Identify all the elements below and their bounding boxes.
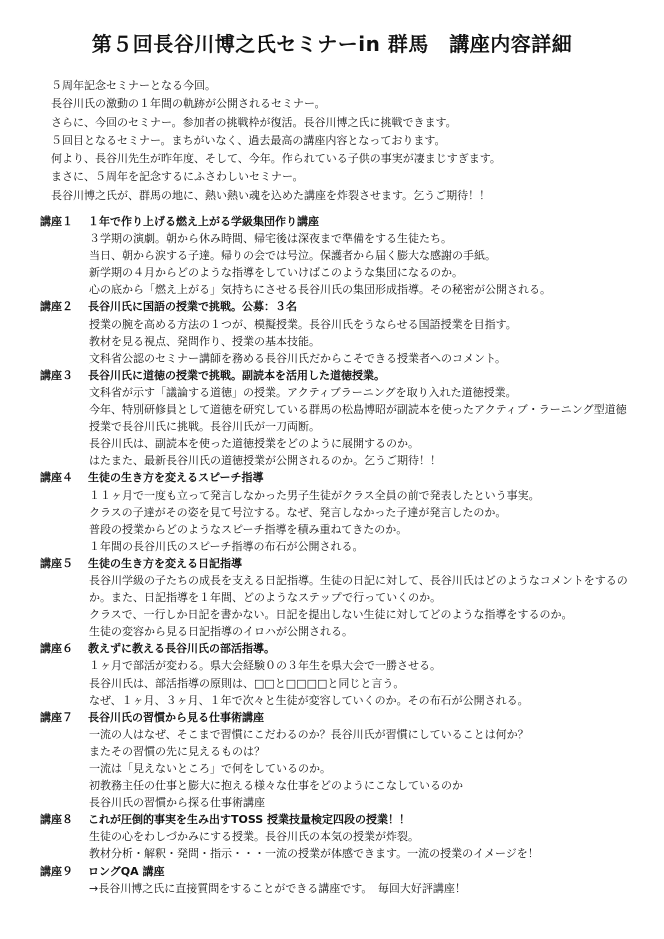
lecture-heading <box>40 709 650 726</box>
lecture-description <box>40 487 650 555</box>
intro-line: ５回目となるセミナー。まちがいなく、過去最高の講座内容となっております。 <box>51 133 446 147</box>
intro-line: 長谷川氏の激動の１年間の軌跡が公開されるセミナー。 <box>51 97 326 111</box>
lecture-description <box>40 828 650 862</box>
lecture-line: 長谷川氏は、部活指導の原則は、□□と□□□□と同じと言う。 <box>89 676 405 690</box>
lecture-description <box>40 230 650 298</box>
lecture-section <box>40 640 650 708</box>
lecture-title: 長谷川氏の習慣から見る仕事術講座 <box>88 710 264 724</box>
lecture-title: 長谷川氏に道徳の授業で挑戦。副読本を活用した道徳授業。 <box>88 368 385 382</box>
lecture-title: 教えずに教える長谷川氏の部活指導。 <box>88 642 275 656</box>
lecture-number: 講座８ <box>40 813 73 827</box>
intro-line: ５周年記念セミナーとなる今回。 <box>51 79 216 92</box>
lecture-line: またその習慣の先に見えるものは？ <box>89 744 265 758</box>
lecture-number: 講座１ <box>40 215 73 228</box>
lecture-number: 講座９ <box>40 864 73 878</box>
lecture-title: これが圧倒的事実を生み出すTOSS 授業技量検定四段の授業！！ <box>88 813 411 827</box>
lecture-description <box>40 384 650 469</box>
lecture-line: 教材分析・解釈・発問・指示・・・一流の授業が体感できます。一流の授業のイメージを！ <box>89 847 539 861</box>
lecture-title: ロングQA 講座 <box>88 864 165 878</box>
lecture-section <box>40 863 650 897</box>
lecture-section <box>40 298 650 366</box>
lecture-list <box>40 213 650 897</box>
lecture-heading <box>40 367 650 384</box>
intro-paragraph <box>51 77 651 205</box>
lecture-line: 当日、朝から涙する子達。帰りの会では号泣。保護者から届く膨大な感謝の手紙。 <box>89 249 496 263</box>
lecture-section <box>40 367 650 470</box>
lecture-line: ３学期の演劇。朝から休み時間、帰宅後は深夜まで準備をする生徒たち。 <box>89 232 452 246</box>
lecture-line: 長谷川学級の子たちの成長を支える日記指導。生徒の日記に対して、長谷川氏はどのようなコメントをするのか。また、日記指導を１年間、どのようなステップで行っていくのか。 <box>89 573 628 605</box>
lecture-section <box>40 811 650 862</box>
lecture-section <box>40 555 650 640</box>
lecture-description <box>40 880 650 897</box>
lecture-line: はたまた、最新長谷川氏の道徳授業が公開されるのか。乞うご期待！！ <box>89 454 441 468</box>
lecture-section <box>40 469 650 554</box>
lecture-line: 一流は「見えないところ」で何をしているのか。 <box>89 762 331 775</box>
lecture-heading <box>40 863 650 880</box>
lecture-line: 心の底から「燃え上がる」気持ちにさせる長谷川氏の集団形成指導。その秘密が公開される。 <box>89 283 551 297</box>
lecture-line: 文科省公認のセミナー講師を務める長谷川氏だからこそできる授業者へのコメント。 <box>89 351 507 365</box>
lecture-number: 講座７ <box>40 710 73 724</box>
lecture-line: 長谷川氏の習慣から探る仕事術講座 <box>89 796 265 810</box>
lecture-line: １年間の長谷川氏のスピーチ指導の布石が公開される。 <box>89 539 364 553</box>
lecture-section <box>40 213 650 298</box>
lecture-number: 講座３ <box>40 368 73 382</box>
lecture-number: 講座４ <box>40 471 73 485</box>
lecture-heading <box>40 298 650 315</box>
lecture-line: 新学期の４月からどのような指導をしていけばこのような集団になるのか。 <box>89 266 463 280</box>
lecture-heading <box>40 213 650 230</box>
lecture-title: １年で作り上げる燃え上がる学級集団作り講座 <box>88 215 319 228</box>
lecture-line: 授業の腕を高める方法の１つが、模擬授業。長谷川氏をうならせる国語授業を目指す。 <box>89 317 517 331</box>
lecture-line: １１ヶ月で一度も立って発言しなかった男子生徒がクラス全員の前で発表したという事実。 <box>89 488 540 502</box>
intro-line: 何より、長谷川先生が昨年度、そして、今年。作られている子供の事実が凄まじすぎます。 <box>51 152 501 166</box>
lecture-line: なぜ、１ヶ月、３ヶ月、１年で次々と生徒が変容していくのか。その布石が公開される。 <box>89 693 529 707</box>
lecture-line: 今年、特別研修員として道徳を研究している群馬の松島博昭が副読本を使ったアクティブ・ラーニング型道徳授業で長谷川氏に挑戦。長谷川氏が一刀両断。 <box>89 403 627 434</box>
intro-line: まさに、５周年を記念するにふさわしいセミナー。 <box>51 170 304 184</box>
lecture-number: 講座５ <box>40 556 73 570</box>
lecture-line: 文科省が示す「議論する道徳」の授業。アクティブラーニングを取り入れた道徳授業。 <box>89 385 517 399</box>
lecture-line: １ヶ月で部活が変わる。県大会経験０の３年生を県大会で一勝させる。 <box>89 659 441 673</box>
intro-line: 長谷川博之氏が、群馬の地に、熱い熱い魂を込めた講座を炸裂させます。乞うご期待！！ <box>51 188 491 202</box>
lecture-description <box>40 572 650 640</box>
lecture-section <box>40 709 650 812</box>
lecture-title: 生徒の生き方を変える日記指導 <box>88 556 242 570</box>
lecture-line: クラスの子達がその姿を見て号泣する。なぜ、発言しなかった子達が発言したのか。 <box>89 505 507 519</box>
lecture-line: 教材を見る視点、発問作り、授業の基本技能。 <box>89 334 320 348</box>
lecture-line: クラスで、一行しか日記を書かない。日記を提出しない生徒に対してどのような指導をするのか。 <box>89 608 573 622</box>
lecture-number: 講座２ <box>40 300 73 314</box>
lecture-line: 普段の授業からどのようなスピーチ指導を積み重ねてきたのか。 <box>89 522 408 536</box>
lecture-description <box>40 726 650 811</box>
lecture-line: 生徒の心をわしづかみにする授業。長谷川氏の本気の授業が炸裂。 <box>89 830 419 844</box>
lecture-heading <box>40 811 650 828</box>
lecture-line: 一流の人はなぜ、そこまで習慣にこだわるのか？長谷川氏が習慣にしていることは何か？ <box>89 727 529 741</box>
intro-line: さらに、今回のセミナー。参加者の挑戦枠が復活。長谷川博之氏に挑戦できます。 <box>51 115 457 129</box>
lecture-title: 生徒の生き方を変えるスピーチ指導 <box>88 471 264 485</box>
lecture-heading <box>40 469 650 486</box>
lecture-number: 講座６ <box>40 642 73 656</box>
page-title: 第５回長谷川博之氏セミナーin 群馬 講座内容詳細 <box>91 32 573 56</box>
lecture-heading <box>40 555 650 572</box>
lecture-line: 生徒の変容から見る日記指導のイロハが公開される。 <box>89 625 353 639</box>
lecture-line: →長谷川博之氏に直接質問をすることができる講座です。 毎回大好評講座！ <box>89 881 466 895</box>
lecture-line: 長谷川氏は、副読本を使った道徳授業をどのように展開するのか。 <box>89 437 419 451</box>
lecture-heading <box>40 640 650 657</box>
lecture-line: 初教務主任の仕事と膨大に抱える様々な仕事をどのようにこなしているのか <box>89 779 463 793</box>
lecture-description <box>40 657 650 708</box>
lecture-title: 長谷川氏に国語の授業で挑戦。公募：３名 <box>88 300 297 314</box>
lecture-description <box>40 316 650 367</box>
